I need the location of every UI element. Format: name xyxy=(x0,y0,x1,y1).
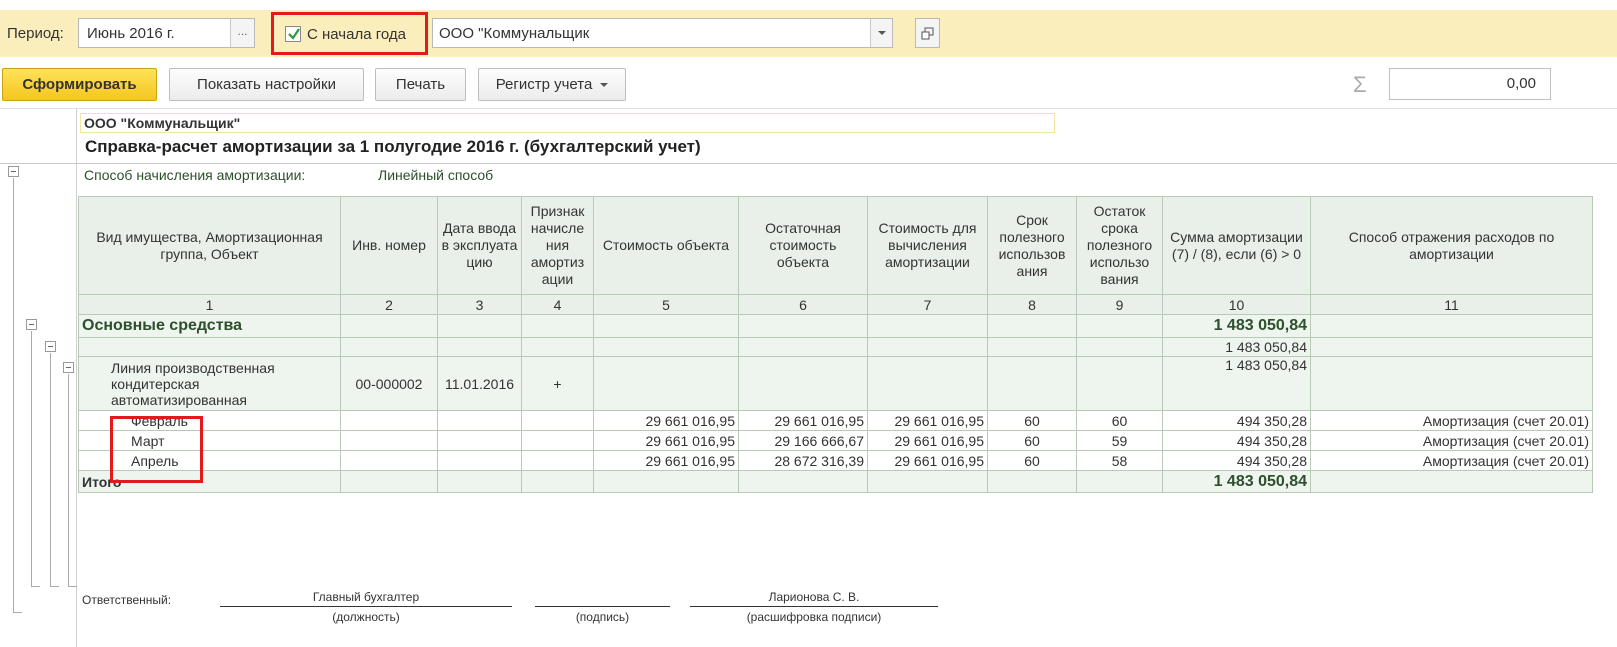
total-value: 1 483 050,84 xyxy=(1163,471,1311,493)
column-number: 1 xyxy=(79,295,341,315)
column-header: Дата ввода в эксплуата цию xyxy=(438,197,522,295)
month-remain: 59 xyxy=(1077,431,1163,451)
depreciation-method xyxy=(84,167,494,183)
asset-row xyxy=(79,357,1593,411)
report-title: Справка-расчет амортизации за 1 полугодие 2016 г. (бухгалтерский учет) xyxy=(85,137,701,156)
column-header: Способ отражения расходов по амортизации xyxy=(1311,197,1593,295)
column-number: 2 xyxy=(341,295,438,315)
month-residual: 29 661 016,95 xyxy=(739,411,868,431)
month-method: Амортизация (счет 20.01) xyxy=(1311,451,1593,471)
month-amount: 494 350,28 xyxy=(1163,411,1311,431)
month-calc-cost: 29 661 016,95 xyxy=(868,411,988,431)
chevron-down-icon[interactable] xyxy=(870,19,892,47)
column-header: Стоимость объекта xyxy=(594,197,739,295)
method-value: Линейный способ xyxy=(378,167,494,183)
name-value: Ларионова С. В. xyxy=(768,590,860,604)
group-total: 1 483 050,84 xyxy=(1163,315,1311,338)
month-name: Март xyxy=(79,431,341,451)
column-header: Инв. номер xyxy=(341,197,438,295)
subgroup-row xyxy=(79,338,1593,357)
column-header: Сумма амортизации (7) / (8), если (6) > 0 xyxy=(1163,197,1311,295)
month-method: Амортизация (счет 20.01) xyxy=(1311,411,1593,431)
highlight-months xyxy=(110,416,203,483)
sigma-icon: Σ xyxy=(1353,72,1367,97)
asset-name: Линия производственная кондитерская автоматизированная xyxy=(79,357,341,411)
asset-inv: 00-000002 xyxy=(341,357,438,411)
month-calc-cost: 29 661 016,95 xyxy=(868,431,988,451)
report-organization: ООО "Коммунальщик" xyxy=(80,113,1055,133)
month-residual: 28 672 316,39 xyxy=(739,451,868,471)
total-label: Итого xyxy=(79,471,341,493)
month-amount: 494 350,28 xyxy=(1163,451,1311,471)
month-amount: 494 350,28 xyxy=(1163,431,1311,451)
column-header: Остаточная стоимость объекта xyxy=(739,197,868,295)
asset-total: 1 483 050,84 xyxy=(1163,357,1311,411)
collapse-icon[interactable] xyxy=(63,362,74,373)
month-term: 60 xyxy=(988,451,1077,471)
column-number: 5 xyxy=(594,295,739,315)
method-label: Способ начисления амортизации: xyxy=(84,167,306,183)
show-settings-button[interactable]: Показать настройки xyxy=(169,68,364,101)
month-name: Февраль xyxy=(79,411,341,431)
column-number: 4 xyxy=(522,295,594,315)
month-row xyxy=(79,431,1593,451)
column-header: Признак начисле ния амортиз ации xyxy=(522,197,594,295)
column-number: 9 xyxy=(1077,295,1163,315)
depreciation-table xyxy=(78,196,1593,493)
month-cost: 29 661 016,95 xyxy=(594,411,739,431)
month-name: Апрель xyxy=(79,451,341,471)
column-numbers-row xyxy=(79,295,1593,315)
period-input[interactable] xyxy=(78,18,255,48)
sum-field[interactable]: 0,00 xyxy=(1389,68,1551,100)
period-picker-button[interactable]: ... xyxy=(230,19,254,47)
asset-date: 11.01.2016 xyxy=(438,357,522,411)
column-number: 10 xyxy=(1163,295,1311,315)
generate-button[interactable]: Сформировать xyxy=(2,68,157,101)
table-header-row xyxy=(79,197,1593,295)
month-term: 60 xyxy=(988,431,1077,451)
register-label: Регистр учета xyxy=(495,76,593,93)
report-area xyxy=(0,108,1617,647)
subgroup-total: 1 483 050,84 xyxy=(1163,338,1311,357)
collapse-icon[interactable] xyxy=(8,166,19,177)
column-number: 3 xyxy=(438,295,522,315)
open-organization-button[interactable] xyxy=(915,18,940,48)
open-window-icon xyxy=(921,27,934,40)
responsible-label: Ответственный: xyxy=(82,593,172,607)
column-header: Остаток срока полезного использо вания xyxy=(1077,197,1163,295)
since-year-checkbox[interactable] xyxy=(271,12,428,55)
period-value: Июнь 2016 г. xyxy=(87,25,175,42)
column-number: 6 xyxy=(739,295,868,315)
signature-caption: (подпись) xyxy=(575,610,630,624)
position-caption: (должность) xyxy=(332,610,400,624)
total-row xyxy=(79,471,1593,493)
column-header: Вид имущества, Амортизационная группа, Объект xyxy=(79,197,341,295)
month-cost: 29 661 016,95 xyxy=(594,431,739,451)
period-label: Период: xyxy=(7,25,64,42)
column-number: 8 xyxy=(988,295,1077,315)
organization-value: ООО "Коммунальщик xyxy=(439,25,590,42)
asset-flag: + xyxy=(522,357,594,411)
month-cost: 29 661 016,95 xyxy=(594,451,739,471)
collapse-icon[interactable] xyxy=(26,319,37,330)
column-number: 7 xyxy=(868,295,988,315)
column-number: 11 xyxy=(1311,295,1593,315)
group-row xyxy=(79,315,1593,338)
collapse-icon[interactable] xyxy=(45,341,56,352)
month-term: 60 xyxy=(988,411,1077,431)
register-button[interactable] xyxy=(478,68,626,101)
chevron-down-icon xyxy=(600,83,608,87)
since-year-label: С начала года xyxy=(307,26,406,43)
month-remain: 60 xyxy=(1077,411,1163,431)
month-calc-cost: 29 661 016,95 xyxy=(868,451,988,471)
group-name: Основные средства xyxy=(79,315,341,338)
column-header: Срок полезного использов ания xyxy=(988,197,1077,295)
organization-select[interactable] xyxy=(432,18,893,48)
month-row xyxy=(79,451,1593,471)
month-row xyxy=(79,411,1593,431)
month-residual: 29 166 666,67 xyxy=(739,431,868,451)
checkbox-checked-icon[interactable] xyxy=(285,26,301,42)
name-caption: (расшифровка подписи) xyxy=(746,610,882,624)
month-remain: 58 xyxy=(1077,451,1163,471)
column-header: Стоимость для вычисления амортизации xyxy=(868,197,988,295)
position-value: Главный бухгалтер xyxy=(312,590,420,604)
month-method: Амортизация (счет 20.01) xyxy=(1311,431,1593,451)
print-button[interactable]: Печать xyxy=(375,68,466,101)
